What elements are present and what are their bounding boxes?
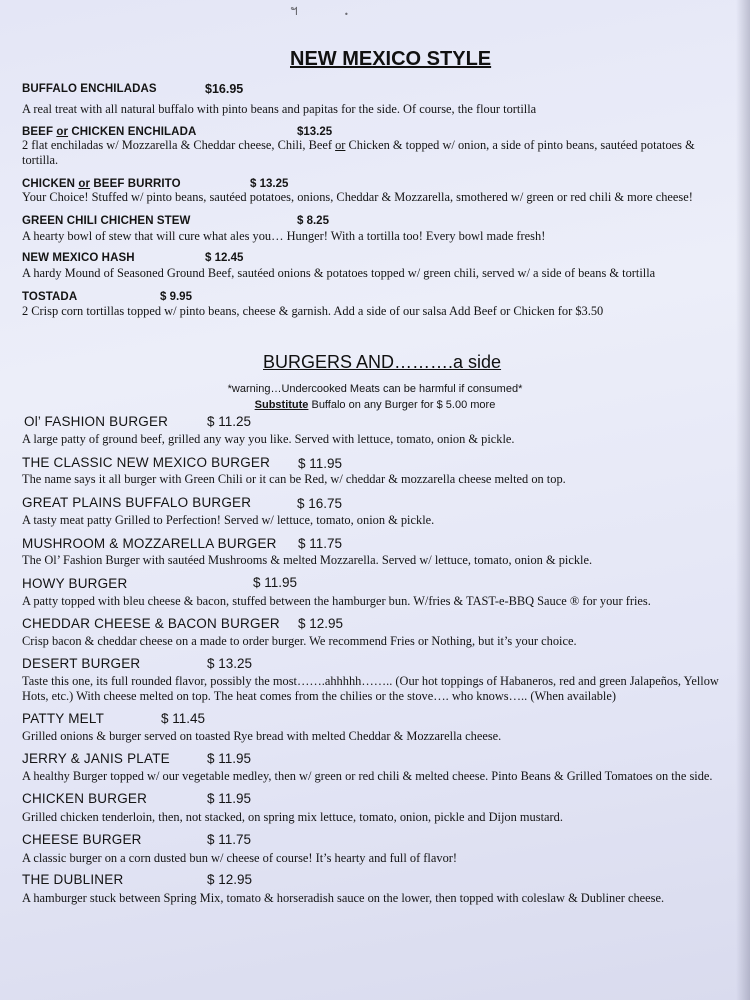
item-description: A real treat with all natural buffalo with pinto beans and papitas for the side. Of course, the flour tortilla — [22, 102, 537, 116]
item-price: $ 13.25 — [250, 178, 289, 190]
item-description: A hamburger stuck between Spring Mix, tomato & horseradish sauce on the lower, then topped with coleslaw & Dubliner cheese. — [22, 891, 665, 905]
item-name: JERRY & JANIS PLATE — [22, 751, 170, 766]
item-name: DESERT BURGER — [22, 656, 141, 671]
item-price: $ 12.45 — [205, 252, 244, 264]
item-price: $ 11.95 — [207, 791, 252, 806]
item-name: TOSTADA — [22, 291, 78, 303]
item-price: $16.95 — [205, 82, 244, 96]
item-price: $ 11.95 — [298, 456, 343, 471]
item-name: CHEESE BURGER — [22, 832, 142, 847]
item-price: $ 16.75 — [297, 496, 343, 511]
item-description: The Ol’ Fashion Burger with sautéed Mushrooms & melted Mozzarella. Served w/ lettuce, tomato, onion & pickle. — [22, 553, 593, 567]
item-price: $13.25 — [297, 126, 333, 138]
item-description: A healthy Burger topped w/ our vegetable medley, then w/ green or red chili & melted cheese. Pinto Beans & Grilled Tomatoes on the side. — [22, 769, 713, 783]
paper-speck: ฯ — [290, 3, 298, 19]
item-description: The name says it all burger with Green Chili or it can be Red, w/ cheddar & mozzarella cheese melted on top. — [22, 472, 566, 486]
item-price: $ 11.45 — [161, 711, 206, 726]
substitute-note: Substitute Buffalo on any Burger for $ 5.00 more — [254, 399, 496, 411]
item-description: 2 flat enchiladas w/ Mozzarella & Cheddar cheese, Chili, Beef or Chicken & topped w/ onion, a side of pinto beans, sautéed potatoes & tortilla. — [22, 138, 695, 167]
item-price: $ 12.95 — [298, 616, 344, 631]
item-name: THE DUBLINER — [22, 872, 124, 887]
item-name: Ol’ FASHION BURGER — [24, 414, 169, 429]
item-description: Crisp bacon & cheddar cheese on a made to order burger. We recommend Fries or Nothing, but it’s your choice. — [22, 634, 577, 648]
item-description: A hardy Mound of Seasoned Ground Beef, sautéed onions & potatoes topped w/ green chili, served w/ a side of beans & tortilla — [22, 266, 656, 280]
item-description: Your Choice! Stuffed w/ pinto beans, sautéed potatoes, onions, Cheddar & Mozzarella, smothered w/ green or red chili & more cheese! — [22, 190, 693, 204]
page-edge-shadow — [736, 0, 750, 1000]
section-title-new-mexico-style: NEW MEXICO STYLE — [290, 48, 492, 70]
item-name: CHICKEN or BEEF BURRITO — [22, 178, 181, 190]
item-price: $ 11.25 — [207, 414, 252, 429]
item-name: HOWY BURGER — [22, 576, 128, 591]
item-price: $ 11.95 — [253, 575, 298, 590]
item-description: A patty topped with bleu cheese & bacon, stuffed between the hamburger bun. W/fries & TAST-e-BBQ Sauce ® for your fries. — [22, 594, 651, 608]
section-title-burgers: BURGERS AND……….a side — [263, 352, 502, 372]
item-name: NEW MEXICO HASH — [22, 252, 135, 264]
item-description: A large patty of ground beef, grilled any way you like. Served with lettuce, tomato, onion & pickle. — [22, 432, 515, 446]
item-name: PATTY MELT — [22, 711, 105, 726]
item-name: BUFFALO ENCHILADAS — [22, 83, 157, 95]
item-price: $ 9.95 — [160, 291, 192, 303]
item-description: Grilled onions & burger served on toasted Rye bread with melted Cheddar & Mozzarella cheese. — [22, 729, 502, 743]
item-description: A hearty bowl of stew that will cure what ales you… Hunger! With a tortilla too! Every bowl made fresh! — [22, 229, 546, 243]
item-name: BEEF or CHICKEN ENCHILADA — [22, 126, 197, 138]
item-price: $ 13.25 — [207, 656, 253, 671]
item-description: Taste this one, its full rounded flavor, possibly the most…….ahhhhh…….. (Our hot toppings of Habaneros, red and green Jalapeños, Yellow Hots, etc.) With cheese melted on top. The heat comes from the chilies or the stove…. who knows….. (When available) — [22, 674, 719, 703]
item-price: $ 8.25 — [297, 215, 329, 227]
paper-speck: • — [344, 10, 349, 19]
item-name: GREEN CHILI CHICHEN STEW — [22, 215, 191, 227]
warning-note: *warning…Undercooked Meats can be harmful if consumed* — [227, 383, 523, 395]
item-description: A classic burger on a corn dusted bun w/ cheese of course! It’s hearty and full of flavor! — [22, 851, 458, 865]
item-price: $ 11.75 — [298, 536, 343, 551]
item-price: $ 11.75 — [207, 832, 252, 847]
item-description: 2 Crisp corn tortillas topped w/ pinto beans, cheese & garnish. Add a side of our salsa Add Beef or Chicken for $3.50 — [22, 304, 604, 318]
item-description: A tasty meat patty Grilled to Perfection! Served w/ lettuce, tomato, onion & pickle. — [22, 513, 435, 527]
item-name: THE CLASSIC NEW MEXICO BURGER — [22, 455, 271, 470]
item-name: MUSHROOM & MOZZARELLA BURGER — [22, 536, 277, 551]
item-name: CHICKEN BURGER — [22, 791, 148, 806]
item-description: Grilled chicken tenderloin, then, not stacked, on spring mix lettuce, tomato, onion, pickle and Dijon mustard. — [22, 810, 563, 824]
item-name: CHEDDAR CHEESE & BACON BURGER — [22, 616, 280, 631]
item-price: $ 11.95 — [207, 751, 252, 766]
item-price: $ 12.95 — [207, 872, 253, 887]
item-name: GREAT PLAINS BUFFALO BURGER — [22, 495, 252, 510]
